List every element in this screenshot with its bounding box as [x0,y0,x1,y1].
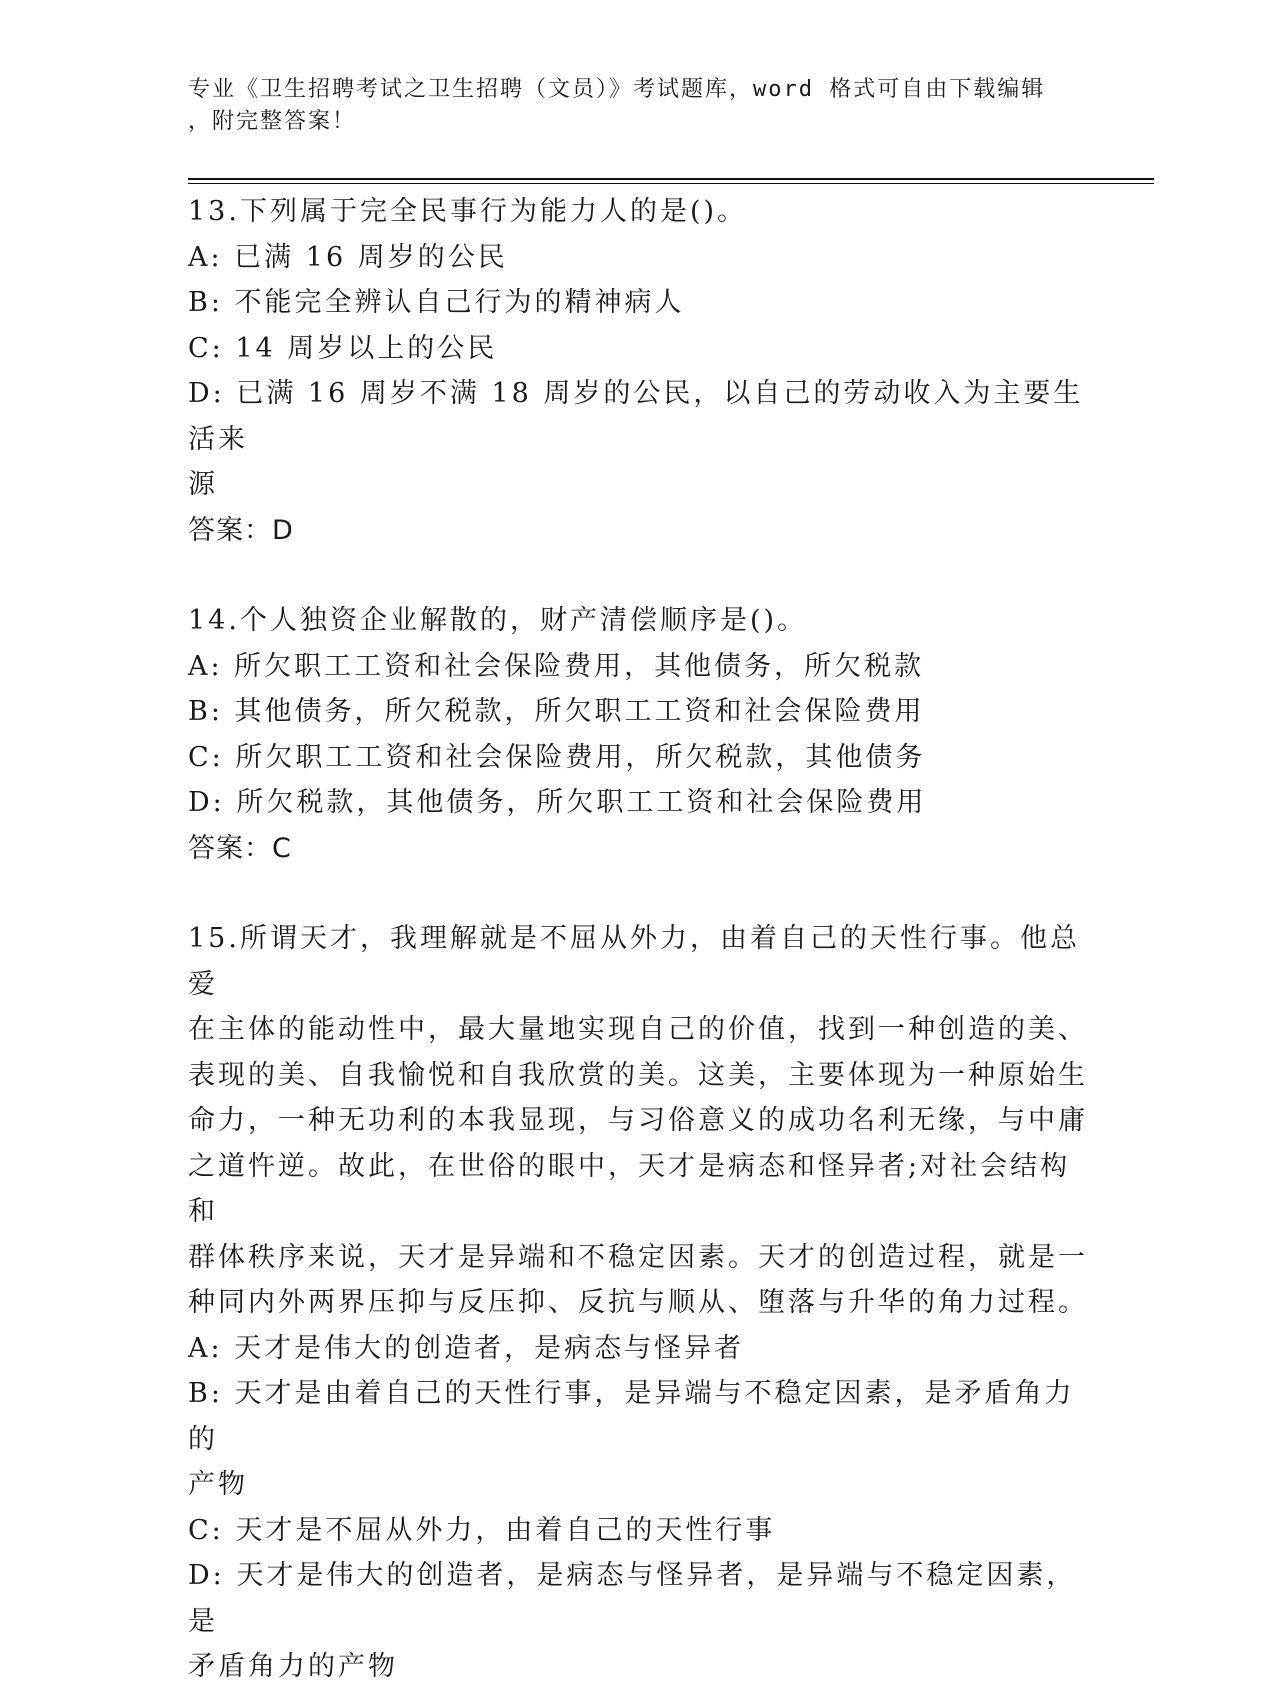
question-stem-line: 群体秩序来说，天才是异端和不稳定因素。天才的创造过程，就是一 [188,1241,1088,1273]
option-d: D: 已满 16 周岁不满 18 周岁的公民，以自己的劳动收入为主要生活来 [188,378,1084,455]
option-d: D: 天才是伟大的创造者，是病态与怪异者，是异端与不稳定因素，是 [188,1560,1077,1637]
document-header [188,74,1088,138]
header-line-1: 专业《卫生招聘考试之卫生招聘（文员）》考试题库，word 格式可自由下载编辑 [188,77,1046,102]
option-c: C: 所欠职工工资和社会保险费用，所欠税款，其他债务 [188,741,926,773]
option-b: B: 不能完全辨认自己行为的精神病人 [188,287,685,318]
question-stem-line: 之道忤逆。故此，在世俗的眼中，天才是病态和怪异者;对社会结构和 [188,1150,1071,1227]
question-stem-line: 在主体的能动性中，最大量地实现自己的价值，找到一种创造的美、 [188,1014,1088,1045]
answer: 答案：D [188,514,294,546]
option-d-continued: 矛盾角力的产物 [188,1651,398,1682]
question-list [188,189,1088,1690]
question-stem-line: 表现的美、自我愉悦和自我欣赏的美。这美，主要体现为一种原始生 [188,1059,1088,1091]
question-stem-line: 15.所谓天才，我理解就是不屈从外力，由着自己的天性行事。他总爱 [188,923,1080,1000]
question-14 [188,598,1088,871]
option-c: C: 天才是不屈从外力，由着自己的天性行事 [188,1514,776,1546]
question-stem-line: 种同内外两界压抑与反压抑、反抗与顺从、堕落与升华的角力过程。 [188,1287,1088,1318]
question-15 [188,916,1088,1690]
header-divider-thin [188,183,1154,184]
header-line-2: ，附完整答案！ [188,109,357,134]
answer: 答案：C [188,832,292,864]
option-b-continued: 产物 [188,1469,248,1500]
option-b: B: 其他债务，所欠税款，所欠职工工资和社会保险费用 [188,696,925,727]
question-stem: 13.下列属于完全民事行为能力人的是()。 [188,196,748,227]
header-divider-thick [188,178,1154,180]
question-13 [188,189,1088,553]
option-d-continued: 源 [188,469,218,500]
option-c: C: 14 周岁以上的公民 [188,332,498,364]
option-b: B: 天才是由着自己的天性行事，是异端与不稳定因素，是矛盾角力的 [188,1378,1075,1455]
option-a: A: 所欠职工工资和社会保险费用，其他债务，所欠税款 [188,650,925,682]
option-a: A: 已满 16 周岁的公民 [188,241,508,273]
question-stem-line: 命力，一种无功利的本我显现，与习俗意义的成功名利无缘，与中庸 [188,1105,1088,1136]
question-stem: 14.个人独资企业解散的，财产清偿顺序是()。 [188,605,808,636]
option-d: D: 所欠税款，其他债务，所欠职工工资和社会保险费用 [188,787,927,818]
option-a: A: 天才是伟大的创造者，是病态与怪异者 [188,1332,745,1364]
